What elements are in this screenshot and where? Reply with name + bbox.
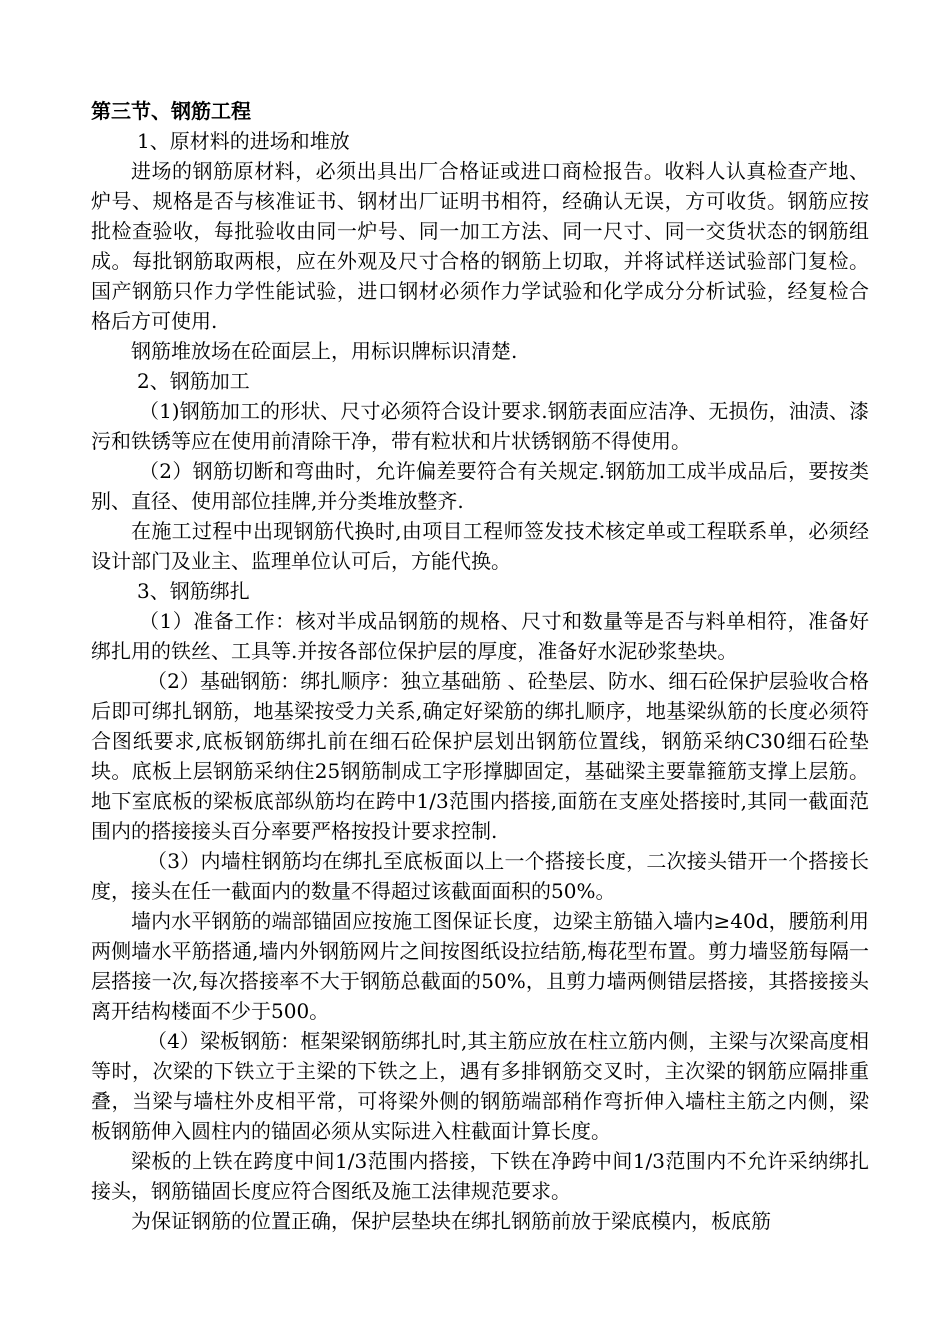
subsection-heading-2: 2、钢筋加工 bbox=[137, 369, 250, 393]
paragraph: 在施工过程中出现钢筋代换时,由项目工程师签发技术核定单或工程联系单，必须经设计部门及业主、监理单位认可后，方能代换。 bbox=[91, 519, 869, 573]
paragraph: （2）基础钢筋：绑扎顺序：独立基础筋 、砼垫层、防水、细石砼保护层验收合格后即可绑扎钢筋，地基梁按受力关系,确定好梁筋的绑扎顺序，地基梁纵筋的长度必须符合图纸要求,底板钢筋绑扎前在细石砼保护层划出钢筋位置线，钢筋采纳C30细石砼垫块。底板上层钢筋采纳住25钢筋制成工字形撑脚固定，基础梁主要靠箍筋支撑上层筋。地下室底板的梁板底部纵筋均在跨中1/3范围内搭接,面筋在支座处搭接时,其同一截面范围内的搭接接头百分率要严格按投计要求控制. bbox=[91, 669, 869, 843]
subsection-heading-3: 3、钢筋绑扎 bbox=[137, 579, 250, 603]
paragraph: 进场的钢筋原材料，必须出具出厂合格证或进口商检报告。收料人认真检查产地、炉号、规格是否与核准证书、钢材出厂证明书相符，经确认无误，方可收货。钢筋应按批检查验收，每批验收由同一炉号、同一加工方法、同一尺寸、同一交货状态的钢筋组成。每批钢筋取两根，应在外观及尺寸合格的钢筋上切取，并将试样送试验部门复检。国产钢筋只作力学性能试验，进口钢材必须作力学试验和化学成分分析试验，经复检合格后方可使用. bbox=[91, 159, 869, 333]
paragraph: （3）内墙柱钢筋均在绑扎至底板面以上一个搭接长度，二次接头错开一个搭接长度，接头在任一截面内的数量不得超过该截面面积的50%。 bbox=[91, 849, 869, 903]
paragraph: 钢筋堆放场在砼面层上，用标识牌标识清楚. bbox=[131, 339, 518, 363]
paragraph: （4）梁板钢筋：框架梁钢筋绑扎时,其主筋应放在柱立筋内侧，主梁与次梁高度相等时，次梁的下铁立于主梁的下铁之上，遇有多排钢筋交叉时，主次梁的钢筋应隔排重叠，当梁与墙柱外皮相平常，可将梁外侧的钢筋端部稍作弯折伸入墙柱主筋之内侧，梁板钢筋伸入圆柱内的锚固必须从实际进入柱截面计算长度。 bbox=[91, 1029, 869, 1143]
document-page bbox=[91, 96, 869, 1236]
paragraph: 梁板的上铁在跨度中间1/3范围内搭接，下铁在净跨中间1/3范围内不允许采纳绑扎接头，钢筋锚固长度应符合图纸及施工法律规范要求。 bbox=[91, 1149, 869, 1203]
paragraph: （1)钢筋加工的形状、尺寸必须符合设计要求.钢筋表面应洁净、无损伤，油渍、漆污和铁锈等应在使用前清除干净，带有粒状和片状锈钢筋不得使用。 bbox=[91, 399, 869, 453]
section-title: 第三节、钢筋工程 bbox=[91, 99, 251, 123]
paragraph: 为保证钢筋的位置正确，保护层垫块在绑扎钢筋前放于梁底模内，板底筋 bbox=[131, 1209, 771, 1233]
subsection-heading-1: 1、原材料的进场和堆放 bbox=[137, 129, 350, 153]
paragraph: 墙内水平钢筋的端部锚固应按施工图保证长度，边梁主筋锚入墙内≥40d，腰筋利用两侧墙水平筋搭通,墙内外钢筋网片之间按图纸设拉结筋,梅花型布置。剪力墙竖筋每隔一层搭接一次,每次搭接率不大于钢筋总截面的50%，且剪力墙两侧错层搭接，其搭接接头离开结构楼面不少于500。 bbox=[91, 909, 869, 1023]
paragraph: （2）钢筋切断和弯曲时，允许偏差要符合有关规定.钢筋加工成半成品后，要按类别、直径、使用部位挂牌,并分类堆放整齐. bbox=[91, 459, 869, 513]
paragraph: （1）准备工作：核对半成品钢筋的规格、尺寸和数量等是否与料单相符，准备好绑扎用的铁丝、工具等.并按各部位保护层的厚度，准备好水泥砂浆垫块。 bbox=[91, 609, 869, 663]
